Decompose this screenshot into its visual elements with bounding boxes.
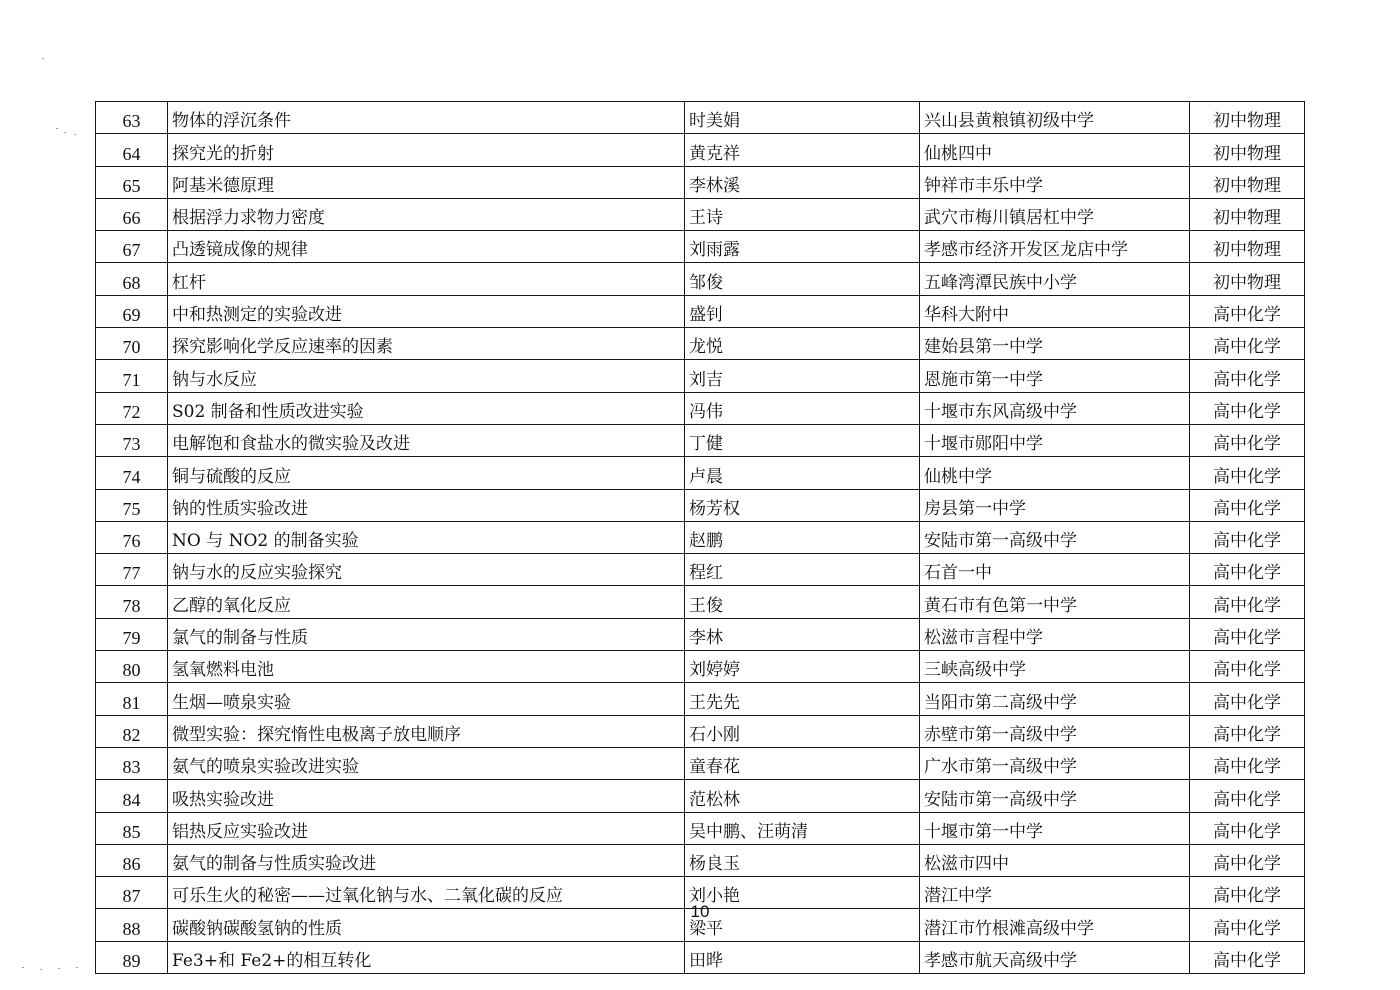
cell-number: 75 xyxy=(96,489,168,521)
cell-project-title: 乙醇的氧化反应 xyxy=(168,586,685,618)
table-row xyxy=(96,134,1305,166)
cell-project-title: 杠杆 xyxy=(168,263,685,295)
cell-author: 卢晨 xyxy=(685,457,920,489)
cell-subject: 高中化学 xyxy=(1190,295,1305,327)
cell-project-title: 生烟—喷泉实验 xyxy=(168,683,685,715)
cell-project-title: 可乐生火的秘密——过氧化钠与水、二氧化碳的反应 xyxy=(168,877,685,909)
cell-author: 丁健 xyxy=(685,424,920,456)
cell-project-title: NO 与 NO2 的制备实验 xyxy=(168,521,685,553)
award-list-body xyxy=(96,102,1305,974)
cell-number: 83 xyxy=(96,747,168,779)
scan-speck xyxy=(58,968,60,969)
cell-author: 范松林 xyxy=(685,780,920,812)
table-row xyxy=(96,457,1305,489)
cell-author: 杨良玉 xyxy=(685,844,920,876)
cell-subject: 高中化学 xyxy=(1190,747,1305,779)
cell-author: 时美娟 xyxy=(685,102,920,134)
cell-author: 李林溪 xyxy=(685,166,920,198)
cell-school: 十堰市郧阳中学 xyxy=(920,424,1190,456)
cell-number: 74 xyxy=(96,457,168,489)
cell-project-title: Fe3+和 Fe2+的相互转化 xyxy=(168,941,685,973)
cell-author: 吴中鹏、汪萌清 xyxy=(685,812,920,844)
cell-number: 65 xyxy=(96,166,168,198)
cell-project-title: 氨气的喷泉实验改进实验 xyxy=(168,747,685,779)
cell-school: 当阳市第二高级中学 xyxy=(920,683,1190,715)
scan-speck xyxy=(64,132,66,133)
cell-school: 恩施市第一中学 xyxy=(920,360,1190,392)
cell-school: 钟祥市丰乐中学 xyxy=(920,166,1190,198)
table-row xyxy=(96,166,1305,198)
cell-project-title: 探究光的折射 xyxy=(168,134,685,166)
cell-school: 潜江中学 xyxy=(920,877,1190,909)
cell-author: 李林 xyxy=(685,618,920,650)
cell-project-title: 铜与硫酸的反应 xyxy=(168,457,685,489)
table-row xyxy=(96,295,1305,327)
cell-number: 78 xyxy=(96,586,168,618)
cell-author: 田晔 xyxy=(685,941,920,973)
table-row xyxy=(96,489,1305,521)
cell-author: 程红 xyxy=(685,554,920,586)
cell-school: 广水市第一高级中学 xyxy=(920,747,1190,779)
award-list-table xyxy=(95,101,1305,974)
cell-number: 77 xyxy=(96,554,168,586)
cell-school: 华科大附中 xyxy=(920,295,1190,327)
cell-subject: 高中化学 xyxy=(1190,651,1305,683)
scan-speck xyxy=(56,128,58,129)
cell-school: 仙桃中学 xyxy=(920,457,1190,489)
cell-subject: 高中化学 xyxy=(1190,424,1305,456)
cell-subject: 高中化学 xyxy=(1190,554,1305,586)
table-row xyxy=(96,231,1305,263)
cell-school: 松滋市四中 xyxy=(920,844,1190,876)
cell-school: 松滋市言程中学 xyxy=(920,618,1190,650)
cell-school: 十堰市第一中学 xyxy=(920,812,1190,844)
table-row xyxy=(96,683,1305,715)
cell-school: 五峰湾潭民族中小学 xyxy=(920,263,1190,295)
cell-project-title: S02 制备和性质改进实验 xyxy=(168,392,685,424)
cell-project-title: 碳酸钠碳酸氢钠的性质 xyxy=(168,909,685,941)
table-row xyxy=(96,715,1305,747)
cell-project-title: 氨气的制备与性质实验改进 xyxy=(168,844,685,876)
cell-project-title: 氯气的制备与性质 xyxy=(168,618,685,650)
cell-school: 三峡高级中学 xyxy=(920,651,1190,683)
cell-number: 89 xyxy=(96,941,168,973)
cell-author: 邹俊 xyxy=(685,263,920,295)
cell-author: 黄克祥 xyxy=(685,134,920,166)
cell-author: 冯伟 xyxy=(685,392,920,424)
cell-number: 63 xyxy=(96,102,168,134)
cell-school: 建始县第一中学 xyxy=(920,328,1190,360)
cell-school: 仙桃四中 xyxy=(920,134,1190,166)
table-row xyxy=(96,941,1305,973)
cell-author: 刘吉 xyxy=(685,360,920,392)
cell-author: 杨芳权 xyxy=(685,489,920,521)
cell-project-title: 微型实验：探究惰性电极离子放电顺序 xyxy=(168,715,685,747)
cell-author: 石小刚 xyxy=(685,715,920,747)
cell-subject: 初中物理 xyxy=(1190,231,1305,263)
cell-subject: 高中化学 xyxy=(1190,392,1305,424)
cell-subject: 初中物理 xyxy=(1190,263,1305,295)
cell-number: 64 xyxy=(96,134,168,166)
cell-subject: 初中物理 xyxy=(1190,198,1305,230)
cell-subject: 高中化学 xyxy=(1190,586,1305,618)
cell-number: 76 xyxy=(96,521,168,553)
cell-project-title: 钠的性质实验改进 xyxy=(168,489,685,521)
table-row xyxy=(96,812,1305,844)
table-row xyxy=(96,521,1305,553)
cell-school: 石首一中 xyxy=(920,554,1190,586)
cell-number: 79 xyxy=(96,618,168,650)
cell-subject: 高中化学 xyxy=(1190,877,1305,909)
table-row xyxy=(96,198,1305,230)
cell-subject: 高中化学 xyxy=(1190,683,1305,715)
cell-school: 赤壁市第一高级中学 xyxy=(920,715,1190,747)
table-row xyxy=(96,651,1305,683)
scan-speck xyxy=(42,58,44,59)
cell-project-title: 中和热测定的实验改进 xyxy=(168,295,685,327)
table-row xyxy=(96,844,1305,876)
scan-speck xyxy=(22,967,24,968)
cell-subject: 高中化学 xyxy=(1190,780,1305,812)
cell-number: 73 xyxy=(96,424,168,456)
cell-number: 67 xyxy=(96,231,168,263)
table-row xyxy=(96,554,1305,586)
cell-subject: 高中化学 xyxy=(1190,844,1305,876)
cell-subject: 高中化学 xyxy=(1190,328,1305,360)
cell-author: 赵鹏 xyxy=(685,521,920,553)
cell-subject: 初中物理 xyxy=(1190,134,1305,166)
cell-number: 71 xyxy=(96,360,168,392)
cell-school: 房县第一中学 xyxy=(920,489,1190,521)
cell-author: 刘婷婷 xyxy=(685,651,920,683)
cell-subject: 高中化学 xyxy=(1190,457,1305,489)
cell-number: 84 xyxy=(96,780,168,812)
table-row xyxy=(96,747,1305,779)
cell-project-title: 阿基米德原理 xyxy=(168,166,685,198)
cell-subject: 高中化学 xyxy=(1190,521,1305,553)
table-row xyxy=(96,392,1305,424)
cell-author: 龙悦 xyxy=(685,328,920,360)
cell-number: 81 xyxy=(96,683,168,715)
cell-author: 刘雨露 xyxy=(685,231,920,263)
cell-number: 66 xyxy=(96,198,168,230)
table-row xyxy=(96,586,1305,618)
cell-author: 梁平 xyxy=(685,909,920,941)
cell-subject: 高中化学 xyxy=(1190,941,1305,973)
cell-project-title: 探究影响化学反应速率的因素 xyxy=(168,328,685,360)
cell-author: 王俊 xyxy=(685,586,920,618)
cell-author: 盛钊 xyxy=(685,295,920,327)
cell-project-title: 铝热反应实验改进 xyxy=(168,812,685,844)
cell-school: 安陆市第一高级中学 xyxy=(920,521,1190,553)
cell-project-title: 钠与水反应 xyxy=(168,360,685,392)
cell-project-title: 电解饱和食盐水的微实验及改进 xyxy=(168,424,685,456)
cell-school: 孝感市航天高级中学 xyxy=(920,941,1190,973)
cell-subject: 高中化学 xyxy=(1190,618,1305,650)
cell-project-title: 吸热实验改进 xyxy=(168,780,685,812)
cell-school: 潜江市竹根滩高级中学 xyxy=(920,909,1190,941)
cell-subject: 高中化学 xyxy=(1190,715,1305,747)
cell-author: 刘小艳 xyxy=(685,877,920,909)
scan-speck xyxy=(74,134,76,135)
cell-subject: 高中化学 xyxy=(1190,909,1305,941)
table-row xyxy=(96,618,1305,650)
cell-author: 王先先 xyxy=(685,683,920,715)
cell-subject: 初中物理 xyxy=(1190,102,1305,134)
cell-number: 72 xyxy=(96,392,168,424)
scan-speck xyxy=(40,969,42,970)
cell-number: 86 xyxy=(96,844,168,876)
cell-author: 王诗 xyxy=(685,198,920,230)
cell-number: 69 xyxy=(96,295,168,327)
cell-school: 孝感市经济开发区龙店中学 xyxy=(920,231,1190,263)
cell-school: 兴山县黄粮镇初级中学 xyxy=(920,102,1190,134)
cell-school: 黄石市有色第一中学 xyxy=(920,586,1190,618)
cell-school: 十堰市东风高级中学 xyxy=(920,392,1190,424)
table-row xyxy=(96,263,1305,295)
cell-subject: 高中化学 xyxy=(1190,812,1305,844)
cell-project-title: 物体的浮沉条件 xyxy=(168,102,685,134)
cell-number: 70 xyxy=(96,328,168,360)
cell-subject: 高中化学 xyxy=(1190,489,1305,521)
table-row xyxy=(96,102,1305,134)
cell-project-title: 根据浮力求物力密度 xyxy=(168,198,685,230)
cell-subject: 初中物理 xyxy=(1190,166,1305,198)
cell-school: 武穴市梅川镇居杠中学 xyxy=(920,198,1190,230)
table-row xyxy=(96,424,1305,456)
cell-project-title: 氢氧燃料电池 xyxy=(168,651,685,683)
cell-number: 87 xyxy=(96,877,168,909)
cell-number: 88 xyxy=(96,909,168,941)
cell-school: 安陆市第一高级中学 xyxy=(920,780,1190,812)
table-row xyxy=(96,328,1305,360)
cell-project-title: 凸透镜成像的规律 xyxy=(168,231,685,263)
cell-number: 82 xyxy=(96,715,168,747)
cell-number: 80 xyxy=(96,651,168,683)
cell-project-title: 钠与水的反应实验探究 xyxy=(168,554,685,586)
cell-subject: 高中化学 xyxy=(1190,360,1305,392)
table-row xyxy=(96,360,1305,392)
table-row xyxy=(96,780,1305,812)
page-number: 10 xyxy=(690,902,710,921)
cell-author: 童春花 xyxy=(685,747,920,779)
cell-number: 68 xyxy=(96,263,168,295)
cell-number: 85 xyxy=(96,812,168,844)
scan-speck xyxy=(76,967,78,968)
